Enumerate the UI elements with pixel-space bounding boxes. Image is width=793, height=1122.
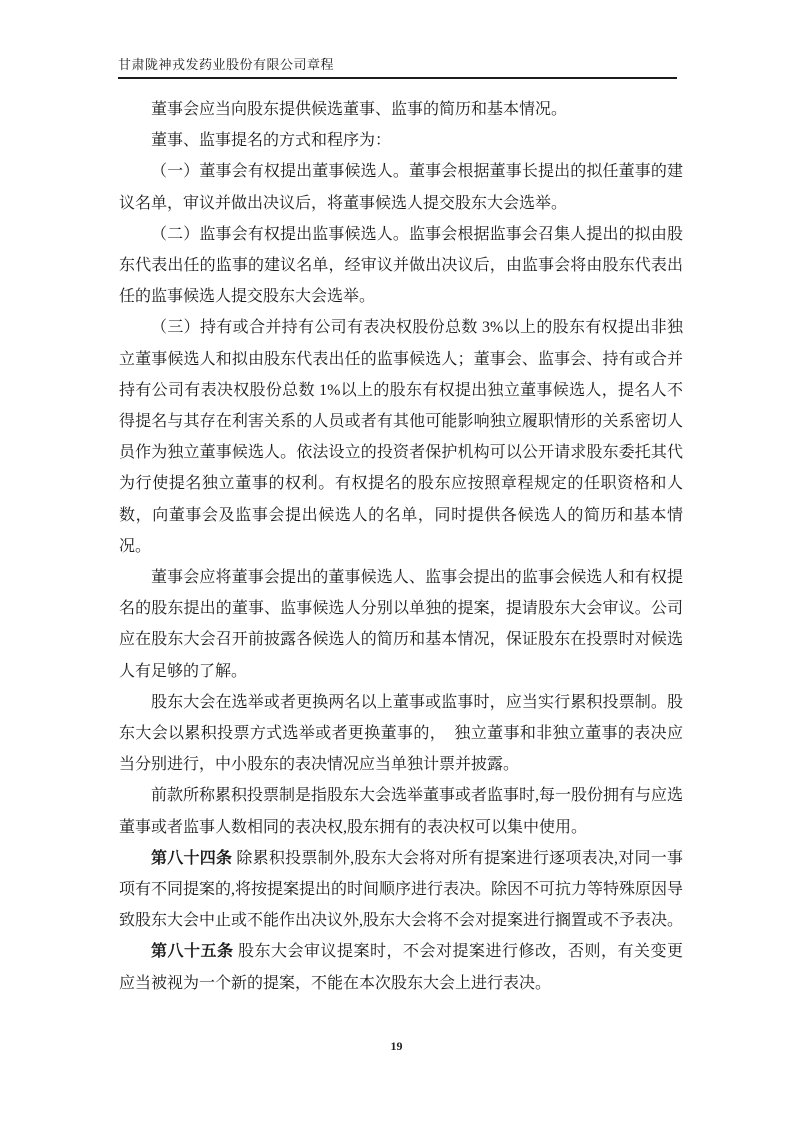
document-body <box>119 94 683 999</box>
paragraph-cumulative-voting: 股东大会在选举或者更换两名以上董事或监事时，应当实行累积投票制。股东大会以累积投票方式选举或者更换董事的， 独立董事和非独立董事的表决应当分别进行，中小股东的表决情况应当单独计票并披露。 <box>119 693 683 774</box>
paragraph-proposal-review: 董事会应将董事会提出的董事候选人、监事会提出的监事会候选人和有权提名的股东提出的董事、监事候选人分别以单独的提案，提请股东大会审议。公司应在股东大会召开前披露各候选人的简历和基本情况，保证股东在投票时对候选人有足够的了解。 <box>119 569 683 680</box>
header-title: 甘肃陇神戎发药业股份有限公司章程 <box>118 57 335 72</box>
article-85-text: 股东大会审议提案时，不会对提案进行修改，否则，有关变更应当被视为一个新的提案，不能在本次股东大会上进行表决。 <box>119 943 683 992</box>
article-84-number: 第八十四条 <box>151 849 233 867</box>
paragraph-item-1: （一）董事会有权提出董事候选人。董事会根据董事长提出的拟任董事的建议名单，审议并做出决议后，将董事候选人提交股东大会选举。 <box>119 163 683 212</box>
page-header <box>118 54 677 79</box>
paragraph-candidate-info: 董事会应当向股东提供候选董事、监事的简历和基本情况。 <box>151 101 568 118</box>
article-85-number: 第八十五条 <box>151 943 234 961</box>
paragraph-cumulative-voting-definition: 前款所称累积投票制是指股东大会选举董事或者监事时,每一股份拥有与应选董事或者监事人数相同的表决权,股东拥有的表决权可以集中使用。 <box>119 787 684 836</box>
paragraph-item-2: （二）监事会有权提出监事候选人。监事会根据监事会召集人提出的拟由股东代表出任的监事的建议名单，经审议并做出决议后，由监事会将由股东代表出任的监事候选人提交股东大会选举。 <box>119 225 683 306</box>
paragraph-nomination-procedure-intro: 董事、监事提名的方式和程序为： <box>151 132 392 150</box>
page-number: 19 <box>390 1039 403 1053</box>
article-84-text: 除累积投票制外,股东大会将对所有提案进行逐项表决,对同一事项有不同提案的,将按提案提出的时间顺序进行表决。除因不可抗力等特殊原因导致股东大会中止或不能作出决议外,股东大会将不会对提案进行搁置或不予表决。 <box>119 849 684 930</box>
article-85-paragraph <box>119 936 683 998</box>
paragraph-item-3: （三）持有或合并持有公司有表决权股份总数 3%以上的股东有权提出非独立董事候选人和拟由股东代表出任的监事候选人；董事会、监事会、持有或合并持有公司有表决权股份总数 1%以上的股东有权提出独立董事候选人，提名人不得提名与其存在利害关系的人员或者有其他可能影响独立履职情形的关系密切人员作为独立董事候选人。依法设立的投资者保护机构可以公开请求股东委托其代为行使提名独立董事的权利。有权提名的股东应按照章程规定的任职资格和人数，向董事会及监事会提出候选人的名单，同时提供各候选人的简历和基本情况。 <box>119 319 683 555</box>
page-footer <box>0 1037 793 1055</box>
article-84-paragraph <box>119 843 683 937</box>
